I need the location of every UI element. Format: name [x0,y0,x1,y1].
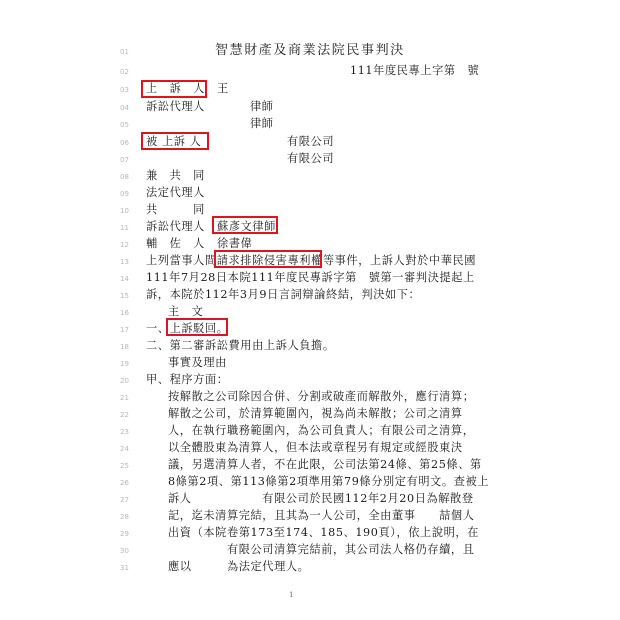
line-number: 08 [120,173,129,181]
line-number: 02 [120,68,129,76]
section-heading: 甲、程序方面： [146,373,229,386]
line-number: 30 [120,547,129,555]
highlight-box-ruling [166,318,228,336]
attorney-name: 蘇彥文律師 [217,220,276,233]
line-number: 06 [120,139,129,147]
page-number: 1 [289,591,294,599]
highlight-box-appellant [141,80,207,98]
line-number: 28 [120,513,129,521]
party-label: 法定代理人 [146,186,205,199]
line-number: 29 [120,530,129,538]
body-line: 解散之公司，於清算範圍內，視為尚未解散；公司之清算 [168,407,463,420]
party-label: 輔 佐 人 [146,237,205,250]
line-number: 20 [120,377,129,385]
line-number: 14 [120,275,129,283]
body-line: 有限公司清算完結前，其公司法人格仍存續，且 [168,543,475,556]
line-number: 07 [120,156,129,164]
party-value: 有限公司 [287,152,335,165]
body-line: 上列當事人間請求排除侵害專利權等事件，上訴人對於中華民國 [146,254,477,267]
section-heading: 主 文 [168,305,204,318]
line-number: 21 [120,394,129,402]
line-number: 31 [120,564,129,572]
line-number: 09 [120,190,129,198]
party-value-appellee: 有限公司 [287,135,335,148]
line-number: 01 [120,48,129,56]
highlight-box-attorney [212,216,278,234]
line-number: 27 [120,496,129,504]
party-value: 律師 [250,100,274,113]
body-line: 訴，本院於112年3月9日言詞辯論終結，判決如下： [146,288,421,301]
party-value: 律師 [250,117,274,130]
line-number: 03 [120,86,129,94]
section-heading: 事實及理由 [168,356,227,369]
party-label: 共 同 [146,203,205,216]
body-line: 議，另選清算人者，不在此限，公司法第24條、第25條、第 [168,458,482,471]
claim-text: 請求排除侵害專利權 [216,254,323,267]
body-line: 以全體股東為清算人，但本法或章程另有規定或經股東決 [168,441,463,454]
body-line: 人，在執行職務範圍內，為公司負責人；有限公司之清算， [168,424,475,437]
party-label: 訴訟代理人 [146,220,205,233]
line-number: 24 [120,445,129,453]
line-number: 12 [120,241,129,249]
body-line: 111年7月28日本院111年度民專訴字第 號第一審判決提起上 [146,271,475,284]
line-number: 17 [120,326,129,334]
highlight-box-appellee [141,132,209,150]
line-number: 13 [120,258,129,266]
party-label: 兼 共 同 [146,169,205,182]
line-number: 11 [120,224,129,232]
line-number: 23 [120,428,129,436]
line-number: 10 [120,207,129,215]
body-line: 按解散之公司除因合併、分割或破產而解散外，應行清算； [168,390,475,403]
party-label: 訴訟代理人 [146,100,205,113]
line-number: 18 [120,343,129,351]
party-label-appellee: 被 上訴 人 [146,135,202,148]
body-line: 訴人 有限公司於民國112年2月20日為解散登 [168,492,474,505]
line-number: 05 [120,121,129,129]
case-number: 111年度民專上字第 號 [350,64,480,77]
line-number: 16 [120,309,129,317]
body-line: 出資（本院卷第173至174、185、190頁），依上說明，在 [168,526,479,539]
body-line: 二、第二審訴訟費用由上訴人負擔。 [146,339,335,352]
body-line: 記，迄未清算完結，且其為一人公司，全由董事 喆個人 [168,509,475,522]
line-number: 22 [120,411,129,419]
body-line: 應以 為法定代理人。 [168,560,310,573]
ruling-text: 上訴駁回。 [169,322,229,335]
line-number: 19 [120,360,129,368]
body-line: 一、上訴駁回。 [146,322,229,335]
party-value-appellant: 王 [217,82,229,95]
party-label-appellant: 上 訴 人 [146,82,205,95]
assistant-name: 徐書偉 [217,237,253,250]
page-title: 智慧財產及商業法院民事判決 [215,43,405,58]
line-number: 25 [120,462,129,470]
highlight-box-claim [214,250,322,268]
body-line: 8條第2項、第113條第2項準用第79條分別定有明文。查被上 [168,475,490,488]
line-number: 15 [120,292,129,300]
line-number: 26 [120,479,129,487]
line-number: 04 [120,104,129,112]
